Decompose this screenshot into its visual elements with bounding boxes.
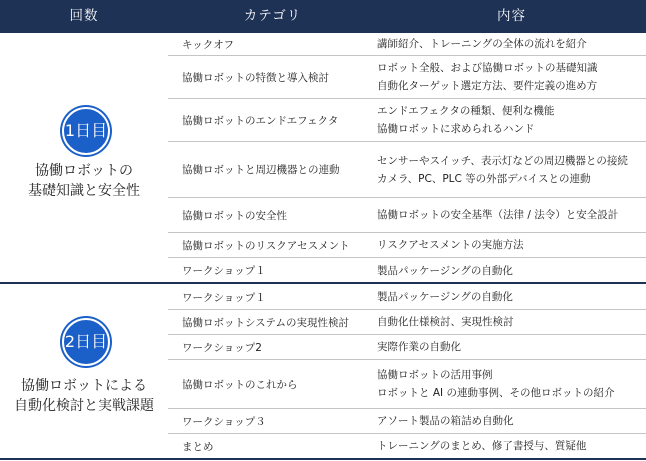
row-category: 協働ロボットのこれから: [182, 378, 298, 391]
table-row: [168, 285, 646, 310]
content-line: 協働ロボットの活用事例: [377, 369, 493, 381]
content-line: 製品パッケージングの自動化: [377, 291, 513, 303]
row-content: [377, 56, 598, 98]
row-content: [377, 99, 554, 141]
table-row: [168, 258, 646, 283]
content-line: 実際作業の自動化: [377, 341, 461, 353]
row-content: [377, 310, 514, 334]
content-line: リスクアセスメントの実施方法: [377, 239, 524, 251]
content-line: 製品パッケージングの自動化: [377, 264, 513, 277]
content-line: エンドエフェクタの種類、便利な機能: [377, 105, 555, 117]
content-line: トレーニングのまとめ、修了書授与、質疑他: [377, 440, 587, 452]
row-category: 協働ロボットのリスクアセスメント: [182, 239, 350, 252]
row-content: [377, 285, 513, 309]
row-category: ワークショップ2: [182, 341, 262, 354]
table-row: [168, 310, 646, 335]
row-content: [377, 198, 618, 232]
row-category: 協働ロボットと周辺機器との連動: [182, 164, 340, 176]
row-category: 協働ロボットの安全性: [182, 209, 287, 222]
content-line: 協働ロボットの安全基準（法律 / 法令）と安全設計: [377, 209, 619, 221]
day2-title-line1: 協働ロボットによる: [21, 378, 147, 394]
table-row: [168, 142, 646, 198]
day2-left-column: [0, 283, 168, 458]
content-line: カメラ、PC、PLC 等の外部デバイスとの連動: [377, 172, 591, 185]
table-row: [168, 360, 646, 409]
header-round: 回数: [69, 8, 99, 24]
row-category: ワークショップ１: [182, 291, 266, 304]
table-bottom-border: [0, 458, 646, 460]
table-row: [168, 56, 646, 99]
row-category: 協働ロボットのエンドエフェクタ: [182, 114, 339, 127]
day1-block: [0, 33, 646, 283]
day2-title-line2: 自動化検討と実戦課題: [14, 398, 154, 414]
table-row: [168, 335, 646, 360]
row-category: ワークショップ１: [182, 265, 266, 277]
row-content: [377, 258, 513, 283]
row-content: [377, 360, 614, 408]
content-line: 協働ロボットに求められるハンド: [377, 123, 535, 135]
table-row: [168, 434, 646, 458]
row-content: [377, 409, 514, 433]
row-category: ワークショップ３: [182, 415, 266, 428]
row-content: [377, 33, 587, 55]
content-line: 講師紹介、トレーニングの全体の流れを紹介: [377, 38, 587, 50]
day1-badge: 1日目: [62, 107, 110, 155]
row-category: キックオフ: [182, 38, 234, 51]
day1-left-column: [0, 33, 168, 283]
content-line: センサーやスイッチ、表示灯などの周辺機器との接続: [377, 154, 628, 167]
day2-badge: 2日目: [62, 318, 110, 366]
table-row: [168, 99, 646, 142]
row-content: [377, 335, 461, 359]
content-line: 自動化ターゲット選定方法、要件定義の進め方: [377, 80, 598, 92]
table-header: [0, 0, 646, 33]
table-row: [168, 198, 646, 233]
row-category: 協働ロボットの特徴と導入検討: [182, 71, 329, 84]
row-content: [377, 233, 524, 257]
row-content: [377, 142, 628, 197]
row-category: まとめ: [182, 440, 214, 453]
header-content: 内容: [497, 8, 526, 24]
day1-title-line2: 基礎知識と安全性: [28, 183, 140, 199]
content-line: 自動化仕様検討、実現性検討: [377, 316, 514, 328]
day1-title-line1: 協働ロボットの: [35, 163, 133, 179]
row-category: 協働ロボットシステムの実現性検討: [182, 316, 349, 329]
row-content: [377, 434, 586, 458]
table-row: [168, 233, 646, 258]
table-row: [168, 33, 646, 56]
table-row: [168, 409, 646, 434]
content-line: ロボットと AI の連動事例、その他ロボットの紹介: [377, 387, 615, 399]
header-category: カテゴリ: [243, 8, 302, 24]
day2-block: [0, 283, 646, 458]
content-line: ロボット全般、および協働ロボットの基礎知識: [377, 62, 598, 74]
content-line: アソート製品の箱詰め自動化: [377, 415, 514, 427]
